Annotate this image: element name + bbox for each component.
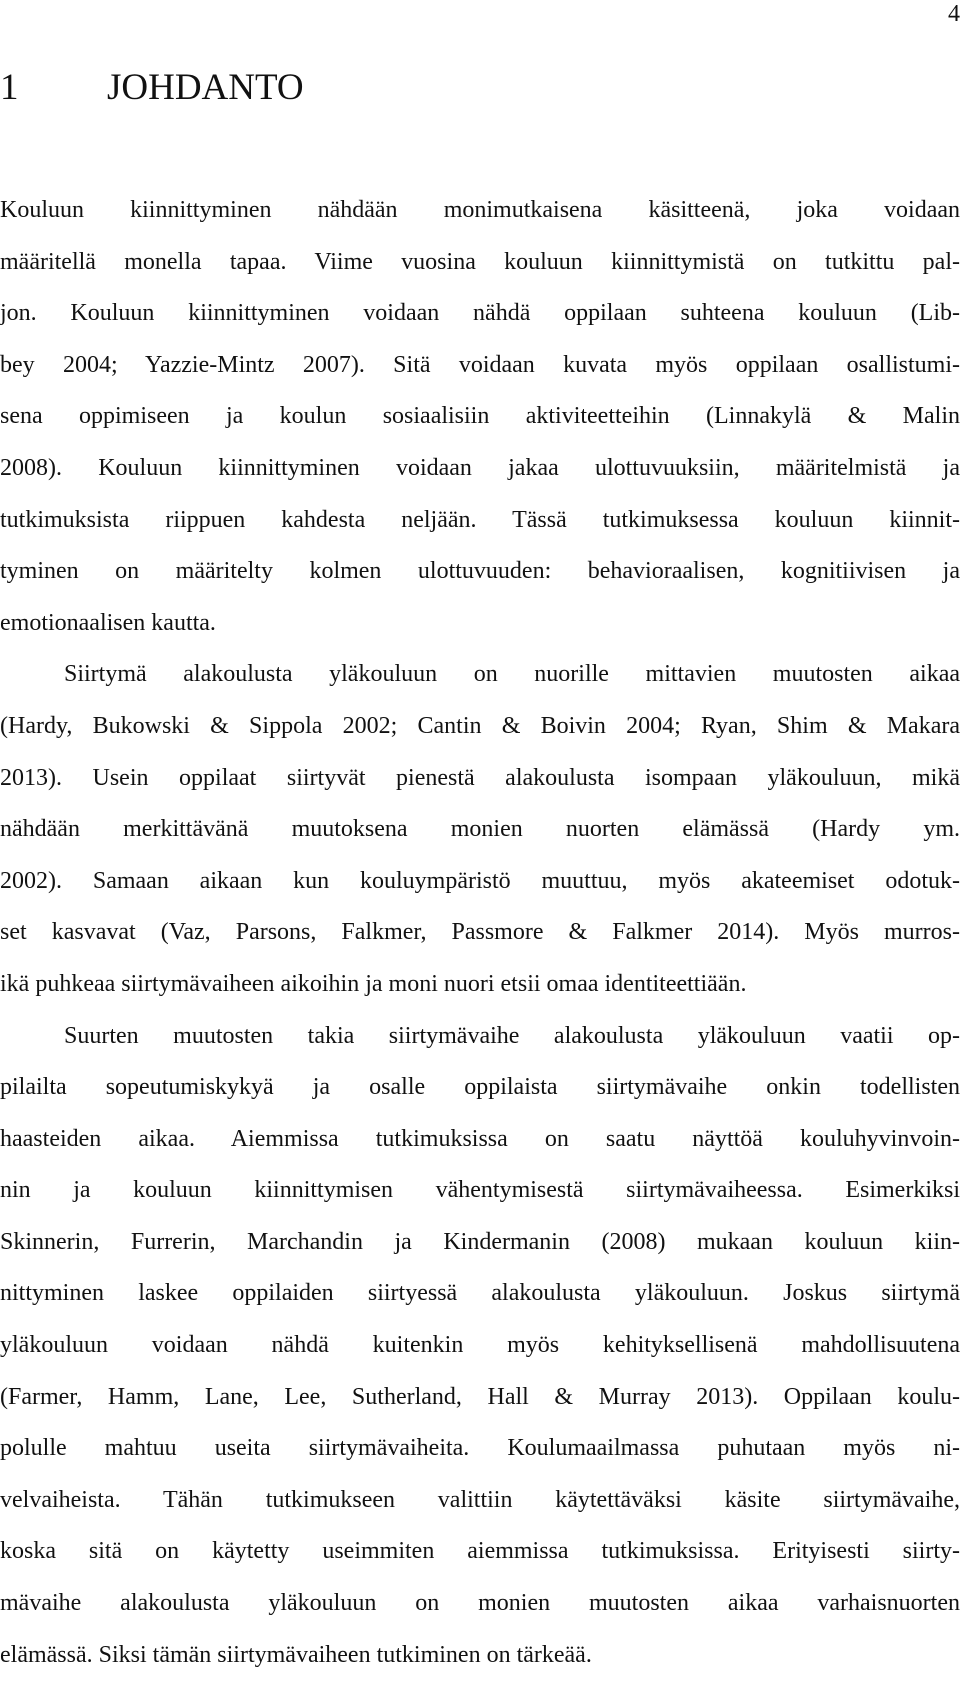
- text-line: koska sitä on käytetty useimmiten aiemmissa tutkimuksissa. Erityisesti siirty-: [0, 1533, 960, 1585]
- text-line: Siirtymä alakoulusta yläkouluun on nuorille mittavien muutosten aikaa: [0, 656, 960, 708]
- text-line: jon. Kouluun kiinnittyminen voidaan nähdä oppilaan suhteena kouluun (Lib-: [0, 295, 960, 347]
- chapter-title: JOHDANTO: [107, 67, 304, 108]
- text-line: 2002). Samaan aikaan kun kouluympäristö muuttuu, myös akateemiset odotuk-: [0, 863, 960, 915]
- text-line: tutkimuksista riippuen kahdesta neljään. Tässä tutkimuksessa kouluun kiinnit-: [0, 502, 960, 554]
- text-line: elämässä. Siksi tämän siirtymävaiheen tutkiminen on tärkeää.: [0, 1637, 960, 1688]
- text-line: pilailta sopeutumiskykyä ja osalle oppilaista siirtymävaihe onkin todellisten: [0, 1069, 960, 1121]
- chapter-heading: [0, 66, 304, 110]
- paragraph-1: [0, 192, 960, 656]
- text-line: (Hardy, Bukowski & Sippola 2002; Cantin & Boivin 2004; Ryan, Shim & Makara: [0, 708, 960, 760]
- text-line: Suurten muutosten takia siirtymävaihe alakoulusta yläkouluun vaatii op-: [0, 1018, 960, 1070]
- text-line: nittyminen laskee oppilaiden siirtyessä alakoulusta yläkouluun. Joskus siirtymä: [0, 1275, 960, 1327]
- page-number: 4: [948, 0, 960, 28]
- paragraph-2: [0, 656, 960, 1017]
- text-line: 2008). Kouluun kiinnittyminen voidaan jakaa ulottuvuuksiin, määritelmistä ja: [0, 450, 960, 502]
- text-line: tyminen on määritelty kolmen ulottuvuuden: behavioraalisen, kognitiivisen ja: [0, 553, 960, 605]
- body-text: [0, 192, 960, 1688]
- text-line: set kasvavat (Vaz, Parsons, Falkmer, Passmore & Falkmer 2014). Myös murros-: [0, 914, 960, 966]
- text-line: 2013). Usein oppilaat siirtyvät pienestä alakoulusta isompaan yläkouluun, mikä: [0, 760, 960, 812]
- text-line: Skinnerin, Furrerin, Marchandin ja Kindermanin (2008) mukaan kouluun kiin-: [0, 1224, 960, 1276]
- text-line: nin ja kouluun kiinnittymisen vähentymisestä siirtymävaiheessa. Esimerkiksi: [0, 1172, 960, 1224]
- text-line: nähdään merkittävänä muutoksena monien nuorten elämässä (Hardy ym.: [0, 811, 960, 863]
- text-line: velvaiheista. Tähän tutkimukseen valittiin käytettäväksi käsite siirtymävaihe,: [0, 1482, 960, 1534]
- text-line: haasteiden aikaa. Aiemmissa tutkimuksissa on saatu näyttöä kouluhyvinvoin-: [0, 1121, 960, 1173]
- text-line: emotionaalisen kautta.: [0, 605, 960, 657]
- text-line: Kouluun kiinnittyminen nähdään monimutkaisena käsitteenä, joka voidaan: [0, 192, 960, 244]
- chapter-number: 1: [0, 66, 107, 110]
- text-line: polulle mahtuu useita siirtymävaiheita. Koulumaailmassa puhutaan myös ni-: [0, 1430, 960, 1482]
- text-line: ikä puhkeaa siirtymävaiheen aikoihin ja moni nuori etsii omaa identiteettiään.: [0, 966, 960, 1018]
- text-line: (Farmer, Hamm, Lane, Lee, Sutherland, Hall & Murray 2013). Oppilaan koulu-: [0, 1379, 960, 1431]
- text-line: määritellä monella tapaa. Viime vuosina kouluun kiinnittymistä on tutkittu pal-: [0, 244, 960, 296]
- text-line: bey 2004; Yazzie-Mintz 2007). Sitä voidaan kuvata myös oppilaan osallistumi-: [0, 347, 960, 399]
- paragraph-3: [0, 1018, 960, 1688]
- text-line: mävaihe alakoulusta yläkouluun on monien muutosten aikaa varhaisnuorten: [0, 1585, 960, 1637]
- text-line: yläkouluun voidaan nähdä kuitenkin myös kehityksellisenä mahdollisuutena: [0, 1327, 960, 1379]
- text-line: sena oppimiseen ja koulun sosiaalisiin aktiviteetteihin (Linnakylä & Malin: [0, 398, 960, 450]
